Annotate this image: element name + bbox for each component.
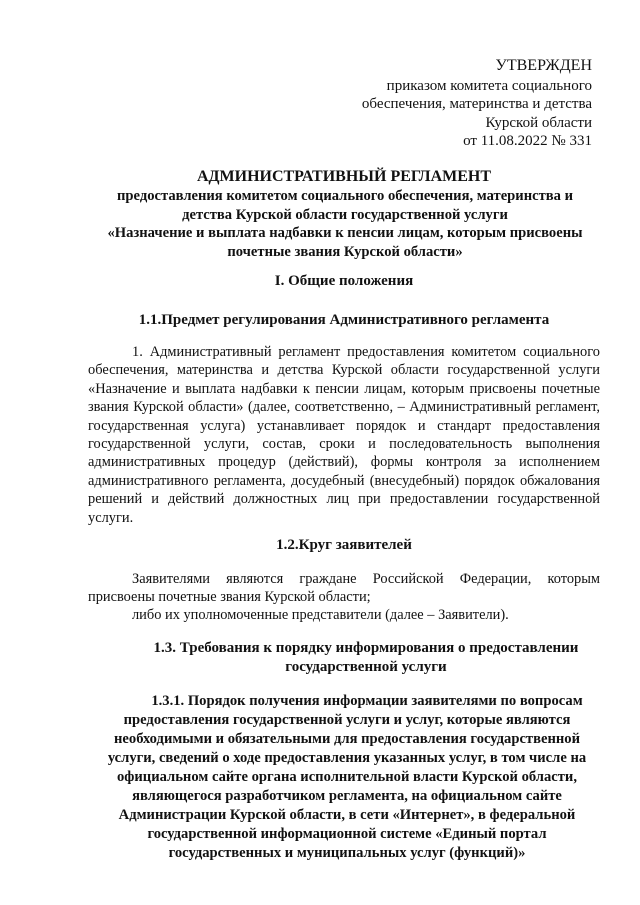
subsection-heading-text: 1.1.Предмет регулирования Административного регламента [138, 312, 550, 328]
bold-line: официальном сайте органа исполнительной власти Курской области, [116, 769, 577, 785]
approval-line: Курской области [485, 114, 592, 131]
paragraph-text: 1. Административный регламент предоставления комитетом социального обеспечения, материнства и детства Курской области государственной услуги «Назначение и выплата надбавки к пенсии лицам, которым присвоены почетные звания Курской области» (далее, соответственно, – Административный регламент, государственная услуга) устанавливает порядок и стандарт предоставления государственной услуги, состав, сроки и последовательность выполнения административных процедур (действий), формы контроля за исполнением административного регламента, досудебный (внесудебный) порядок обжалования решений и действий должностных лиц при предоставлении государственной услуги. [88, 344, 600, 526]
paragraph-1 [88, 343, 600, 527]
bold-line: предоставления государственной услуги и услуг, которые являются [123, 712, 571, 728]
subsection-heading-1-3 [110, 639, 622, 677]
subtitle-line: «Назначение и выплата надбавки к пенсии лицам, которым присвоены [107, 225, 583, 241]
section-heading [88, 272, 600, 291]
approval-line: приказом комитета социального [386, 77, 592, 94]
approval-stamp: УТВЕРЖДЕН [495, 57, 592, 74]
subsection-heading-line: 1.3. Требования к порядку информирования о предоставлении [153, 640, 579, 656]
bold-line: государственной информационной системе «Единый портал [147, 826, 547, 842]
bold-line: Администрации Курской области, в сети «Интернет», в федеральной [118, 807, 576, 823]
subtitle-line: почетные звания Курской области» [227, 243, 463, 260]
paragraph-applicants [88, 570, 600, 607]
subtitle-line: детства Курской области государственной услуги [182, 206, 508, 223]
bold-line: являющегося разработчиком регламента, на официальном сайте [132, 788, 562, 804]
paragraph-representatives [88, 606, 600, 624]
approval-date: от 11.08.2022 № 331 [463, 133, 592, 149]
document-subtitle [70, 187, 620, 261]
bold-line: необходимыми и обязательными для предоставления государственной [114, 731, 580, 747]
bold-line: услуги, сведений о ходе предоставления указанных услуг, в том числе на [107, 750, 587, 766]
subsection-1-3-1 [82, 692, 612, 863]
bold-line: 1.3.1. Порядок получения информации заявителями по вопросам [151, 693, 583, 709]
document-title-text: АДМИНИСТРАТИВНЫЙ РЕГЛАМЕНТ [196, 168, 492, 185]
bold-line: государственных и муниципальных услуг (функций)» [168, 845, 526, 861]
paragraph-text: либо их уполномоченные представители (далее – Заявители). [132, 607, 509, 623]
subtitle-line: предоставления комитетом социального обеспечения, материнства и [117, 188, 573, 204]
paragraph-text: Заявителями являются граждане Российской Федерации, которым присвоены почетные звания Курской области; [88, 571, 600, 606]
section-heading-text: I. Общие положения [274, 273, 414, 289]
subsection-heading-text: 1.2.Круг заявителей [276, 537, 412, 553]
subsection-heading-line: государственной услуги [285, 659, 447, 675]
subsection-heading-1-1 [88, 311, 600, 330]
approval-block [292, 57, 592, 151]
subsection-heading-1-2 [88, 536, 600, 555]
document-title [88, 167, 600, 186]
approval-line: обеспечения, материнства и детства [361, 96, 592, 112]
